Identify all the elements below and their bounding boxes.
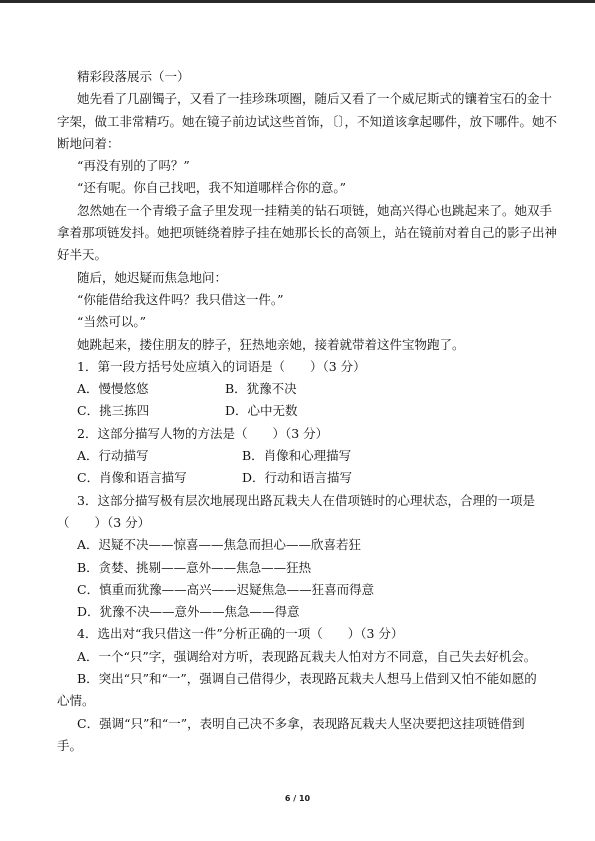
page-number: 6 / 10 — [284, 794, 311, 803]
option-c: C．强调“只”和“一”，表明自己决不多拿，表现路瓦栽夫人坚决要把这挂项链借到 — [77, 715, 525, 731]
passage-line: 随后，她迟疑而焦急地问： — [77, 269, 228, 285]
section-title: 精彩段落展示（一） — [77, 69, 190, 84]
option-row — [57, 400, 539, 422]
dialogue-line: “你能借给我这件吗？我只借这一件。” — [77, 291, 284, 307]
option-c: C．慎重而犹豫——高兴——迟疑焦急——狂喜而得意 — [77, 581, 375, 597]
question-4 — [57, 623, 539, 757]
option-b: B．犹豫不决 — [225, 381, 297, 397]
question-2 — [57, 423, 539, 490]
option-a: A．慢慢悠悠 — [77, 381, 149, 397]
option-c-cont: 手。 — [57, 737, 83, 753]
option-a: A．行动描写 — [77, 448, 149, 464]
option-row — [57, 445, 539, 467]
passage-line: 她跳起来，搂住朋友的脖子，狂热地亲她，接着就带着这件宝物跑了。 — [77, 336, 465, 352]
option-a: A．迟疑不决——惊喜——焦急而担心——欣喜若狂 — [77, 537, 362, 553]
question-stem: 4．选出对“我只借这一件”分析正确的一项（ ）（3 分） — [77, 626, 404, 642]
dialogue-line: “当然可以。” — [77, 314, 147, 330]
question-stem: 3．这部分描写极有层次地展现出路瓦栽夫人在借项链时的心理状态，合理的一项是 — [77, 492, 535, 508]
question-stem: 2．这部分描写人物的方法是（ ）（3 分） — [77, 425, 329, 441]
passage-line: 她先看了几副镯子，又看了一挂珍珠项圈，随后又看了一个威尼斯式的镶着宝石的金十 — [77, 91, 553, 107]
option-row — [57, 467, 539, 489]
option-d: D．行动和语言描写 — [242, 470, 353, 486]
passage-line: 字架，做工非常精巧。她在镜子前边试这些首饰，〔〕，不知道该拿起哪件，放下哪件。她不 — [57, 113, 558, 129]
option-b-cont: 心情。 — [57, 693, 95, 709]
passage-line: 好半天。 — [57, 247, 108, 263]
passage-line: 忽然她在一个青缎子盒子里发现一挂精美的钻石项链，她高兴得心也跳起来了。她双手 — [77, 202, 553, 218]
dialogue-line: “再没有别的了吗？” — [77, 158, 190, 174]
option-d: D．心中无数 — [225, 403, 298, 419]
question-stem-cont: （ ）（3 分） — [57, 514, 151, 530]
top-rule — [0, 0, 595, 3]
option-b: B．肖像和心理描写 — [242, 448, 352, 464]
option-c: C．挑三拣四 — [77, 403, 150, 419]
option-d: D．犹豫不决——意外——焦急——得意 — [77, 604, 300, 620]
question-3 — [57, 490, 539, 624]
question-1 — [57, 356, 539, 423]
dialogue-line: “还有呢。你自己找吧，我不知道哪样合你的意。” — [77, 180, 347, 196]
passage-line: 断地问着： — [57, 135, 120, 151]
question-stem: 1．第一段方括号处应填入的词语是（ ）（3 分） — [77, 358, 366, 374]
document-body — [57, 66, 558, 757]
option-a: A．一个“只”字，强调给对方听，表现路瓦栽夫人怕对方不同意，自己失去好机会。 — [77, 648, 537, 664]
option-b: B．突出“只”和“一”，强调自己借得少，表现路瓦栽夫人想马上借到又怕不能如愿的 — [77, 671, 537, 687]
option-c: C．肖像和语言描写 — [77, 470, 187, 486]
passage-line: 拿着那项链发抖。她把项链绕着脖子挂在她那长长的高领上，站在镜前对着自己的影子出神 — [57, 225, 558, 241]
option-row — [57, 378, 539, 400]
passage — [57, 88, 558, 356]
option-b: B．贪婪、挑剔——意外——焦急——狂热 — [77, 559, 312, 575]
